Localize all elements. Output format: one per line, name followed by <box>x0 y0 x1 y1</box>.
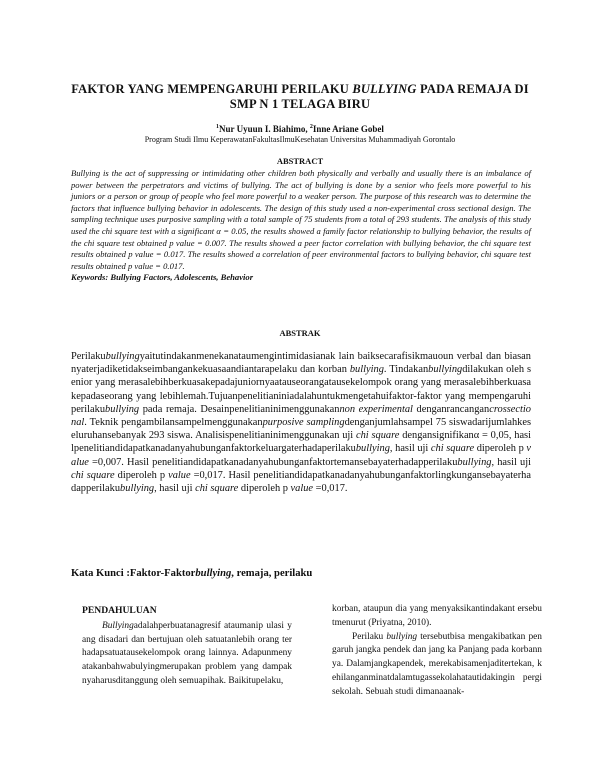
section-heading-pendahuluan: PENDAHULUAN <box>82 605 157 616</box>
abstract-heading: ABSTRACT <box>276 156 324 166</box>
abstrak-indonesian: Perilakubullyingyaitutindakanmenekanataumengintimidasianak lain baiksecarafisikmauoun verbal dan biasannyaterjadiketidakseimbangankekuasaandiantarapelaku dan korban bullying. Tindakanbullyingdilakukan oleh senior yang merasalebihberkuasakepadajuniornyaatauseorangatausekelompok orang yang merasalebihberkuasakepadaseorang yang lebihlemah.Tujuanpenelitianiniadalahuntukmengetahuifaktor-faktor yang mempengaruhiperilakubullying pada remaja. Desainpenelitianinimenggunakannon experimental denganrancangancrossectional. Teknik pengambilansampelmenggunakanpurposive samplingdenganjumlahsampel 75 siswadarijumlahkeseluruhansebanyak 293 siswa. Analisispenelitianinimenggunakan uji chi square dengansignifikanα = 0,05, hasilpenelitiandidapatkanadanyahubunganfaktorkeluargaterhadaperilakubullying, hasil uji chi square diperoleh p value =0,007. Hasil penelitiandidapatkanadanyahubunganfaktortemansebayaterhadapperilakubullying, hasil uji chi square diperoleh p value =0,017. Hasil penelitiandidapatkanadanyahubunganfaktorlingkungansebayaterhadapperilakubullying, hasil uji chi square diperoleh p value =0,017. <box>71 351 531 495</box>
affiliation: Program Studi Ilmu KeperawatanFakultasIlmuKesehatan Universitas Muhammadiyah Gorontalo <box>144 135 456 144</box>
intro-paragraph: korban, ataupun dia yang menyaksikantindakant ersebutmenurut (Priyatna, 2010). <box>332 604 542 628</box>
abstract-english <box>71 168 531 284</box>
intro-right-column <box>332 603 542 700</box>
abstrak-heading: ABSTRAK <box>279 328 321 338</box>
paper-title: FAKTOR YANG MEMPENGARUHI PERILAKU BULLYING PADA REMAJA DI SMP N 1 TELAGA BIRU <box>71 82 529 111</box>
intro-paragraph: Bullyingadalahperbuatanagresif ataumanip ulasi yang disadari dan bertujuan oleh satuatanlebih orang terhadapsatuatausekelompok orang lainnya. Adapunmenyatakanbahwabulyingmerupakan problem yang dampaknyaharusditanggung oleh semuapihak. Baikitupelaku, <box>82 620 292 686</box>
kata-kunci: Kata Kunci :Faktor-Faktorbullying, remaja, perilaku <box>71 568 313 579</box>
keywords-label: Keywords <box>71 272 106 283</box>
abstract-english-text: Bullying is the act of suppressing or intimidating other children both physically and verbally and usually there is an imbalance of power between the perpetrators and victims of bullying. The act of bullying is done by a senior who feels more powerful to his juniors or a person or group of people who feel more powerful to a weaker person. The purpose of this research was to determine the factors that influence bullying behavior in adolescents. The design of this study used a non-experimental cross sectional design. The sampling technique uses purposive sampling with a total sample of 75 students from a total of 293 students. The analysis of this study used the chi square test with a significant α = 0.05, the results showed a family factor relationship to bullying behavior, the results of the chi square test obtained p value = 0.007. The results showed a peer factor correlation with bullying behavior, the chi square test results obtained p value = 0.017. The results showed a correlation of peer environmental factors to bullying behavior, chi square test results obtained p value = 0.017. <box>71 168 531 271</box>
keywords-value: : Bullying Factors, Adolescents, Behavior <box>105 272 254 283</box>
intro-left-column <box>82 604 292 689</box>
author-line: $^1$Nur Uyuun I. Biahimo, $^2$Inne Ariane Gobel <box>216 124 384 134</box>
intro-paragraph: Perilaku bullying tersebutbisa mengakibatkan pengaruh jangka pendek dan jang ka Panjang pada korbannya. Dalamjangkapendek, merekabisamenjaditertekan, kehilanganminatdalamtugassekolahatautidakingin pergi sekolah. Sebuah studi dimanaanak- <box>332 631 542 697</box>
